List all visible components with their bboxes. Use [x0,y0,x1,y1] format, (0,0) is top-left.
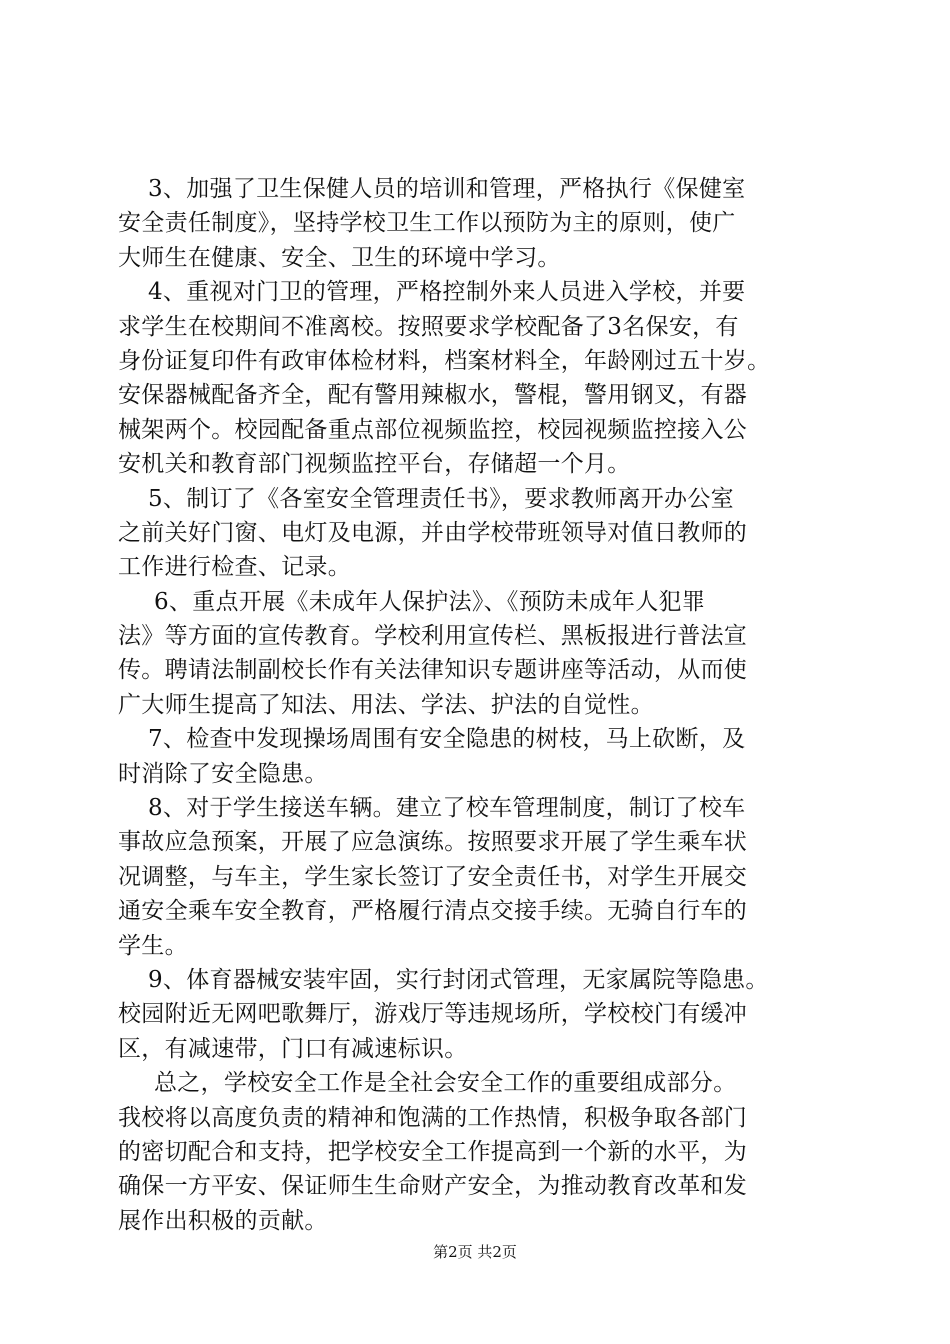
paragraph-8-line-4: 通安全乘车安全教育，严格履行清点交接手续。无骑自行车的 [118,898,748,925]
conclusion-line-5: 展作出积极的贡献。 [118,1207,328,1234]
paragraph-4-line-5: 械架两个。校园配备重点部位视频监控，校园视频监控接入公 [118,416,748,443]
paragraph-9-line-1: 9、体育器械安装牢固，实行封闭式管理，无家属院等隐患。 [148,966,769,993]
paragraph-4-line-3: 身份证复印件有政审体检材料，档案材料全，年龄刚过五十岁。 [118,347,771,374]
paragraph-6-line-3: 传。聘请法制副校长作有关法律知识专题讲座等活动，从而使 [118,657,748,684]
conclusion-line-1: 总之，学校安全工作是全社会安全工作的重要组成部分。 [154,1070,737,1097]
conclusion-line-4: 确保一方平安、保证师生生命财产安全，为推动教育改革和发 [118,1173,748,1200]
paragraph-6-line-4: 广大师生提高了知法、用法、学法、护法的自觉性。 [118,691,654,718]
paragraph-3-line-1: 3、加强了卫生保健人员的培训和管理，严格执行《保健室 [148,176,746,202]
document-body [118,172,853,1238]
paragraph-9-line-2: 校园附近无网吧歌舞厅，游戏厅等违规场所，学校校门有缓冲 [118,1001,748,1028]
paragraph-8-line-3: 况调整，与车主，学生家长签订了安全责任书，对学生开展交 [118,863,748,890]
paragraph-8-line-1: 8、对于学生接送车辆。建立了校车管理制度，制订了校车 [148,795,746,822]
conclusion-line-3: 的密切配合和支持，把学校安全工作提高到一个新的水平，为 [118,1138,748,1165]
conclusion-line-2: 我校将以高度负责的精神和饱满的工作热情，积极争取各部门 [118,1104,748,1131]
page-footer: 第2页 共2页 [433,1243,517,1261]
paragraph-7-line-2: 时消除了安全隐患。 [118,760,328,787]
paragraph-5-line-3: 工作进行检查、记录。 [118,554,351,581]
paragraph-4-line-2: 求学生在校期间不准离校。按照要求学校配备了3名保安，有 [118,313,739,340]
paragraph-5-line-1: 5、制订了《各室安全管理责任书》，要求教师离开办公室 [148,485,734,512]
paragraph-4-line-6: 安机关和教育部门视频监控平台，存储超一个月。 [118,451,631,478]
paragraph-4-line-4: 安保器械配备齐全，配有警用辣椒水，警棍，警用钢叉，有器 [118,382,748,409]
paragraph-3-line-3: 大师生在健康、安全、卫生的环境中学习。 [118,244,561,271]
paragraph-8-line-5: 学生。 [118,932,188,959]
paragraph-6-line-2: 法》等方面的宣传教育。学校利用宣传栏、黑板报进行普法宣 [118,623,748,650]
paragraph-4-line-1: 4、重视对门卫的管理，严格控制外来人员进入学校，并要 [148,279,746,306]
paragraph-6-line-1: 6、重点开展《未成年人保护法》、《预防未成年人犯罪 [154,588,706,615]
paragraph-5-line-2: 之前关好门窗、电灯及电源，并由学校带班领导对值日教师的 [118,519,748,546]
paragraph-3-line-2: 安全责任制度》，坚持学校卫生工作以预防为主的原则，使广 [118,210,736,237]
paragraph-9-line-3: 区，有减速带，门口有减速标识。 [118,1035,468,1062]
paragraph-7-line-1: 7、检查中发现操场周围有安全隐患的树枝，马上砍断，及 [148,726,746,753]
paragraph-8-line-2: 事故应急预案，开展了应急演练。按照要求开展了学生乘车状 [118,829,748,856]
